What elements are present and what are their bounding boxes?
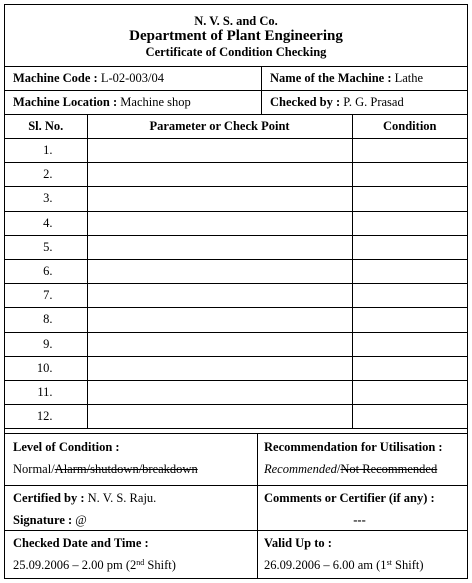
condition-selected: Normal [13,462,52,476]
valid-up-to-cell [258,531,467,578]
parameter-cell[interactable] [87,211,352,235]
parameter-cell[interactable] [87,356,352,380]
sl-no-cell: 7. [5,284,87,308]
certified-by-value: N. V. S. Raju. [87,491,157,505]
recommendation-cell [258,434,467,485]
level-of-condition-cell [5,434,258,485]
condition-separator: / [51,462,55,476]
recommendation-separator: / [336,462,341,476]
machine-code-label: Machine Code : [13,71,101,85]
table-row [5,163,467,187]
certified-by-cell [5,486,258,530]
checked-date-cell [5,531,258,578]
condition-cell[interactable] [352,284,467,308]
machine-code-cell [5,67,262,90]
table-row [5,308,467,332]
parameter-cell[interactable] [87,284,352,308]
checked-by-cell [262,91,467,114]
valid-up-to-value [264,554,467,576]
comments-cell [258,486,467,530]
check-points-table [5,115,467,429]
sl-no-cell: 1. [5,139,87,163]
form-footer [5,433,467,578]
recommendation-selected: Recommended [264,462,337,476]
condition-struck-options: Alarm/shutdown/breakdown [54,462,198,476]
parameter-cell[interactable] [87,187,352,211]
condition-cell[interactable] [352,356,467,380]
form-header [5,5,467,67]
condition-cell[interactable] [352,235,467,259]
signature-value: @ [75,513,87,527]
sl-no-cell: 10. [5,356,87,380]
column-header-parameter: Parameter or Check Point [87,115,352,139]
checked-by-label: Checked by : [270,95,344,109]
sl-no-cell: 12. [5,405,87,429]
parameter-cell[interactable] [87,332,352,356]
table-row [5,356,467,380]
condition-cell[interactable] [352,405,467,429]
valid-up-to-shift: Shift) [391,558,424,572]
table-row [5,139,467,163]
table-row [5,211,467,235]
condition-cell[interactable] [352,308,467,332]
checked-date-text: 25.09.2006 – 2.00 pm (2 [13,558,137,572]
machine-name-label: Name of the Machine : [270,71,395,85]
parameter-cell[interactable] [87,380,352,404]
valid-up-to-label: Valid Up to : [264,536,332,550]
condition-cell[interactable] [352,380,467,404]
dates-row [5,530,467,578]
organization-name: N. V. S. and Co. [194,14,278,28]
sl-no-cell: 6. [5,259,87,283]
certified-by-label: Certified by : [13,491,88,505]
condition-cell[interactable] [352,259,467,283]
department-name: Department of Plant Engineering [129,28,343,44]
comments-label: Comments or Certifier (if any) : [264,491,435,505]
machine-location-cell [5,91,262,114]
parameter-cell[interactable] [87,139,352,163]
condition-recommendation-row [5,433,467,485]
checked-date-value [13,554,257,576]
machine-code-value: L-02-003/04 [100,71,165,85]
parameter-cell[interactable] [87,259,352,283]
recommendation-label: Recommendation for Utilisation : [264,440,443,454]
recommendation-value [264,458,467,480]
signature-line [13,509,257,531]
parameter-cell[interactable] [87,235,352,259]
checked-by-value: P. G. Prasad [343,95,404,109]
sl-no-cell: 2. [5,163,87,187]
table-row [5,405,467,429]
condition-cell[interactable] [352,211,467,235]
machine-info-row-2 [5,91,467,115]
column-header-condition: Condition [352,115,467,139]
comments-value: --- [353,513,366,527]
machine-name-value: Lathe [394,71,424,85]
checked-date-label: Checked Date and Time : [13,536,149,550]
sl-no-cell: 8. [5,308,87,332]
parameter-cell[interactable] [87,405,352,429]
valid-up-to-ordinal: st [386,558,392,567]
valid-up-to-text: 26.09.2006 – 6.00 am (1 [264,558,387,572]
parameter-cell[interactable] [87,308,352,332]
level-of-condition-label: Level of Condition : [13,440,120,454]
sl-no-cell: 4. [5,211,87,235]
machine-name-cell [262,67,467,90]
sl-no-cell: 11. [5,380,87,404]
machine-location-label: Machine Location : [13,95,121,109]
certificate-form [4,4,468,579]
certificate-title: Certificate of Condition Checking [145,45,327,59]
table-row [5,380,467,404]
machine-info-row-1 [5,67,467,91]
parameter-cell[interactable] [87,163,352,187]
level-of-condition-value [13,458,257,480]
table-row [5,332,467,356]
condition-cell[interactable] [352,139,467,163]
recommendation-struck-option: Not Recommended [340,462,438,476]
signature-label: Signature : [13,513,76,527]
condition-cell[interactable] [352,187,467,211]
machine-location-value: Machine shop [120,95,191,109]
certified-comments-row [5,485,467,530]
sl-no-cell: 9. [5,332,87,356]
checked-date-shift: Shift) [144,558,176,572]
condition-cell[interactable] [352,163,467,187]
table-row [5,235,467,259]
condition-cell[interactable] [352,332,467,356]
checked-date-ordinal: nd [136,558,145,567]
table-row [5,259,467,283]
column-header-sl-no: Sl. No. [5,115,87,139]
table-row [5,284,467,308]
sl-no-cell: 3. [5,187,87,211]
table-row [5,187,467,211]
sl-no-cell: 5. [5,235,87,259]
certified-by-line [13,486,257,509]
table-header-row [5,115,467,139]
